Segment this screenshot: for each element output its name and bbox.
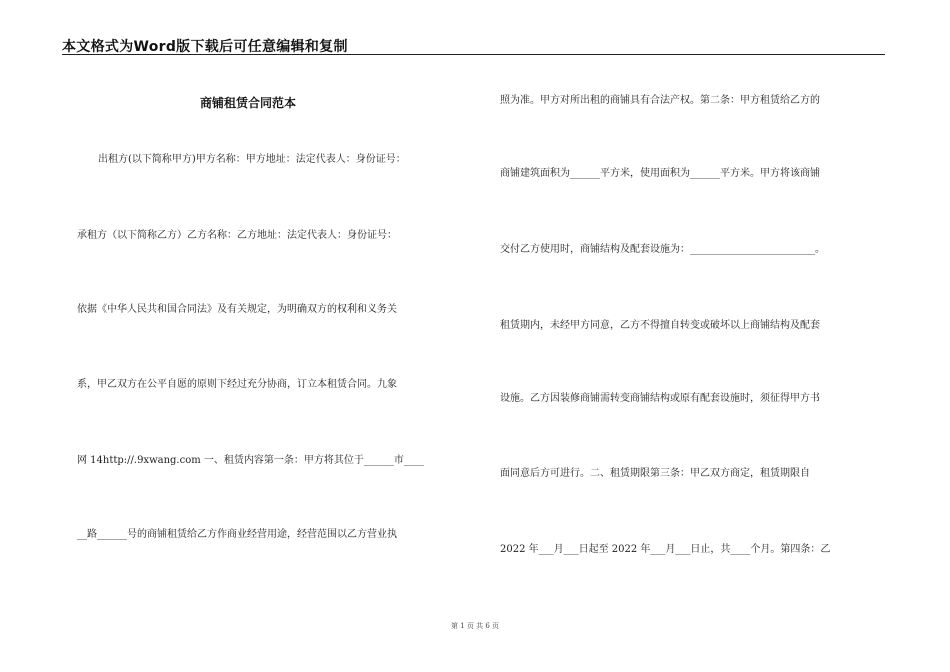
header-divider: [62, 54, 885, 55]
right-line-2: 商铺建筑面积为______平方米，使用面积为______平方米。甲方将该商铺: [500, 168, 820, 179]
left-line-4: 系，甲乙双方在公平自愿的原则下经过充分协商，订立本租赁合同。九象: [77, 379, 397, 390]
right-line-1: 照为准。甲方对所出租的商铺具有合法产权。第二条：甲方租赁给乙方的: [500, 95, 820, 106]
left-line-1: 出租方(以下简称甲方)甲方名称：甲方地址：法定代表人：身份证号：: [98, 154, 406, 165]
right-line-7: 2022 年___月___日起至 2022 年___月___日止，共____个月。第四条：乙: [500, 544, 831, 555]
right-line-4: 租赁期内，未经甲方同意，乙方不得擅自转变或破坏以上商铺结构及配套: [500, 320, 820, 331]
page-number: 第 1 页 共 6 页: [450, 622, 500, 630]
left-line-5: 网 14http://.9xwang.com 一、租赁内容第一条：甲方将其位于______市____: [77, 455, 424, 466]
right-line-6: 面同意后方可进行。二、租赁期限第三条：甲乙双方商定，租赁期限自: [500, 468, 810, 479]
left-line-2: 承租方（以下简称乙方）乙方名称：乙方地址：法定代表人：身份证号：: [77, 230, 397, 241]
right-line-3: 交付乙方使用时，商铺结构及配套设施为：_________________________。: [500, 244, 825, 255]
document-title: 商铺租赁合同范本: [200, 96, 297, 110]
right-line-5: 设施。乙方因装修商铺需转变商铺结构或原有配套设施时，须征得甲方书: [500, 393, 820, 404]
left-line-6: __路______号的商铺租赁给乙方作商业经营用途，经营范围以乙方营业执: [77, 529, 397, 540]
header-title: 本文格式为Word版下载后可任意编辑和复制: [62, 39, 348, 55]
left-line-3: 依据《中华人民共和国合同法》及有关规定，为明确双方的权利和义务关: [77, 304, 397, 315]
